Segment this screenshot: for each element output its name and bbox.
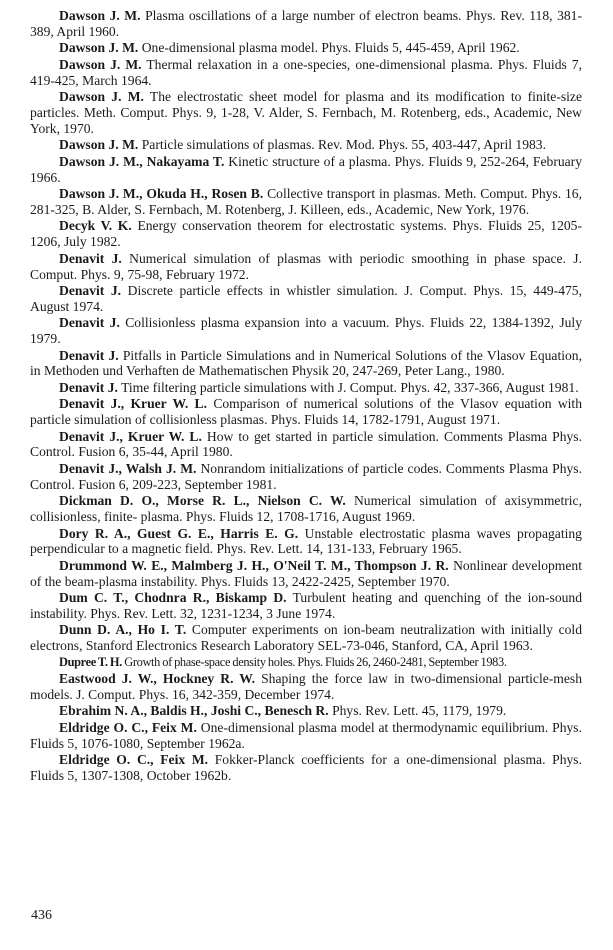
reference-text: Kinetic structure of a plasma. Phys. Fluids 9, 252-264, February 1966. — [30, 153, 583, 185]
reference-entry — [30, 752, 582, 784]
reference-authors: Eldridge O. C., Feix M. — [59, 752, 209, 768]
reference-text: Particle simulations of plasmas. Rev. Mod. Phys. 55, 403-447, April 1983. — [141, 137, 546, 153]
reference-authors: Eastwood J. W., Hockney R. W. — [59, 671, 256, 687]
reference-authors: Denavit J. — [59, 250, 122, 266]
reference-text: Pitfalls in Particle Simulations and in Numerical Solutions of the Vlasov Equation, in Methoden und Verhaften de Mathematischen Physik 20, 247-269, Peter Lang., 1980. — [30, 347, 583, 379]
reference-authors: Dum C. T., Chodnra R., Biskamp D. — [59, 590, 287, 606]
reference-text: Phys. Rev. Lett. 45, 1179, 1979. — [332, 703, 507, 719]
reference-entry — [30, 622, 582, 654]
reference-authors: Dawson J. M., Nakayama T. — [59, 153, 225, 169]
reference-entry — [30, 89, 582, 137]
reference-entry — [30, 493, 582, 525]
reference-text: Thermal relaxation in a one-species, one-dimensional plasma. Phys. Fluids 7, 419-425, March 1964. — [30, 56, 583, 88]
reference-entry — [30, 137, 582, 153]
reference-authors: Ebrahim N. A., Baldis H., Joshi C., Benesch R. — [59, 703, 329, 719]
reference-entry — [30, 558, 582, 590]
reference-text: Numerical simulation of plasmas with periodic smoothing in phase space. J. Comput. Phys. 9, 75-98, February 1972. — [30, 250, 582, 282]
reference-authors: Dory R. A., Guest G. E., Harris E. G. — [59, 525, 299, 541]
reference-entry — [30, 703, 582, 719]
reference-text: Plasma oscillations of a large number of electron beams. Phys. Rev. 118, 381-389, April 1960. — [30, 8, 582, 39]
reference-authors: Denavit J., Kruer W. L. — [59, 428, 202, 444]
reference-authors: Dawson J. M. — [59, 56, 142, 72]
reference-entry — [30, 720, 582, 752]
reference-text: Discrete particle effects in whistler simulation. J. Comput. Phys. 15, 449-475, August 1974. — [30, 282, 582, 314]
reference-entry — [30, 40, 582, 56]
reference-authors: Dawson J. M. — [59, 89, 144, 105]
reference-entry — [30, 283, 582, 315]
reference-authors: Dupree T. H. — [59, 654, 122, 669]
reference-text: Turbulent heating and quenching of the ion-sound instability. Phys. Rev. Lett. 32, 1231-1234, 3 June 1974. — [30, 590, 583, 622]
reference-authors: Drummond W. E., Malmberg J. H., O'Neil T. M., Thompson J. R. — [59, 557, 449, 573]
reference-entry — [30, 251, 582, 283]
reference-authors: Dawson J. M. — [59, 40, 139, 56]
reference-text: Nonrandom initializations of particle codes. Comments Plasma Phys. Control. Fusion 6, 209-223, September 1981. — [30, 460, 582, 492]
reference-authors: Denavit J. — [59, 315, 120, 331]
reference-entry — [30, 655, 582, 671]
reference-list — [30, 8, 582, 785]
reference-authors: Dickman D. O., Morse R. L., Nielson C. W. — [59, 493, 346, 509]
reference-text: Computer experiments on ion-beam neutralization with initially cold electrons, Stanford Electronics Research Laboratory SEL-73-046, Stanford, CA, April 1963. — [30, 622, 582, 654]
reference-text: Numerical simulation of axisymmetric, collisionless, finite- plasma. Phys. Fluids 12, 1708-1716, August 1969. — [30, 493, 582, 525]
reference-entry — [30, 218, 582, 250]
reference-entry — [30, 315, 582, 347]
reference-authors: Denavit J., Walsh J. M. — [59, 460, 197, 476]
reference-authors: Denavit J. — [59, 347, 119, 363]
reference-entry — [30, 154, 582, 186]
reference-authors: Dawson J. M. — [59, 8, 141, 23]
reference-entry — [30, 461, 582, 493]
reference-entry — [30, 671, 582, 703]
reference-entry — [30, 590, 582, 622]
reference-text: Nonlinear development of the beam-plasma instability. Phys. Fluids 13, 2422-2425, September 1970. — [30, 557, 582, 589]
reference-authors: Dawson J. M., Okuda H., Rosen B. — [59, 185, 264, 201]
reference-text: Collective transport in plasmas. Meth. Comput. Phys. 16, 281-325, B. Alder, S. Fernbach, M. Rotenberg, J. Killeen, eds., Academic, New York, 1976. — [30, 185, 582, 217]
reference-text: Comparison of numerical solutions of the Vlasov equation with particle simulation of collisionless plasmas. Phys. Fluids 14, 1782-1791, August 1971. — [30, 396, 583, 428]
reference-text: Collisionless plasma expansion into a vacuum. Phys. Fluids 22, 1384-1392, July 1979. — [30, 315, 582, 347]
reference-text: Shaping the force law in two-dimensional particle-mesh models. J. Comput. Phys. 16, 342-359, December 1974. — [30, 671, 582, 703]
reference-authors: Eldridge O. C., Feix M. — [59, 719, 197, 735]
reference-text: Energy conservation theorem for electrostatic systems. Phys. Fluids 25, 1205-1206, July 1982. — [30, 218, 582, 250]
reference-text: One-dimensional plasma model at thermodynamic equilibrium. Phys. Fluids 5, 1076-1080, September 1962a. — [30, 719, 582, 751]
reference-text: Fokker-Planck coefficients for a one-dimensional plasma. Phys. Fluids 5, 1307-1308, October 1962b. — [30, 752, 582, 784]
page-number: 436 — [31, 908, 52, 923]
reference-entry — [30, 8, 582, 40]
reference-entry — [30, 429, 582, 461]
reference-authors: Dunn D. A., Ho I. T. — [59, 622, 187, 638]
reference-authors: Denavit J. — [59, 282, 122, 298]
reference-text: How to get started in particle simulation. Comments Plasma Phys. Control. Fusion 6, 35-44, April 1980. — [30, 428, 582, 460]
reference-entry — [30, 348, 582, 380]
reference-entry — [30, 57, 582, 89]
reference-entry — [30, 186, 582, 218]
reference-text: The electrostatic sheet model for plasma and its modification to finite-size particles. Meth. Comput. Phys. 9, 1-28, V. Alder, S. Fernbach, M. Rotenberg, eds., Academic, New York, 1970. — [30, 89, 582, 136]
reference-authors: Decyk V. K. — [59, 218, 132, 234]
reference-authors: Denavit J. — [59, 379, 118, 395]
reference-text: Time filtering particle simulations with J. Comput. Phys. 42, 337-366, August 1981. — [121, 379, 579, 395]
reference-authors: Dawson J. M. — [59, 137, 139, 153]
reference-entry — [30, 396, 582, 428]
reference-entry — [30, 380, 582, 396]
reference-authors: Denavit J., Kruer W. L. — [59, 396, 208, 412]
reference-text: Unstable electrostatic plasma waves propagating perpendicular to a magnetic field. Phys. Rev. Lett. 14, 131-133, February 1965. — [30, 525, 582, 557]
reference-entry — [30, 526, 582, 558]
reference-text: Growth of phase-space density holes. Phys. Fluids 26, 2460-2481, September 1983. — [124, 654, 507, 669]
reference-text: One-dimensional plasma model. Phys. Fluids 5, 445-459, April 1962. — [141, 40, 520, 56]
